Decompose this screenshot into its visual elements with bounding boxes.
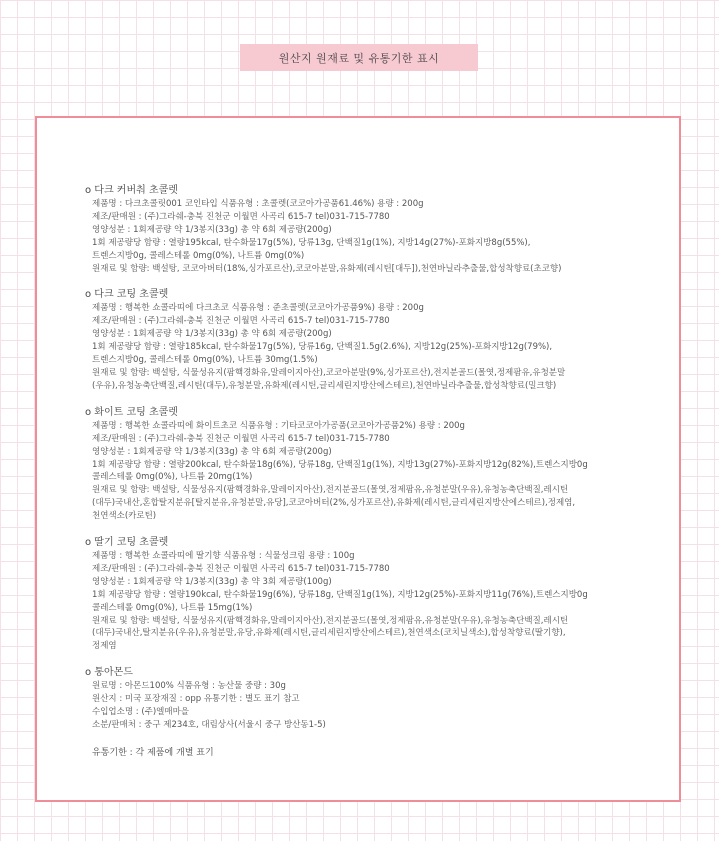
product-name-line: 원료명 : 아몬드100% 식품유형 : 농산물 중량 : 30g bbox=[92, 681, 286, 692]
page-title: 원산지 원재료 및 유통기한 표시 bbox=[240, 44, 478, 71]
manufacturer-line: 제조/판매원 : (주)그라쉐-충북 진천군 이월면 사곡리 615-7 tel)031-715-7780 bbox=[92, 433, 390, 444]
ingredients-line: (우유),유청농축단백질,레시틴(대두),유청분말,유화제(레시틴,글리세린지방산에스테르),천연바닐라추출물,합성착향료(밀크향) bbox=[92, 380, 557, 391]
ingredients-line: 천연색소(카로틴) bbox=[92, 511, 157, 522]
manufacturer-line: 제조/판매원 : (주)그라쉐-충북 진천군 이월면 사곡리 615-7 tel)031-715-7780 bbox=[92, 563, 390, 574]
nutrition-serving-line: 영양성분 : 1회제공량 약 1/3봉지(33g) 총 약 3회 제공량(100g) bbox=[92, 576, 332, 587]
section-white-coating bbox=[85, 405, 681, 523]
expiry-note: 유통기한 : 각 제품에 개별 표기 bbox=[92, 747, 214, 758]
nutrition-content-line: 트렌스지방0g, 콜레스테롤 0mg(0%), 나트륨 30mg(1.5%) bbox=[92, 355, 318, 366]
product-name-line: 제품명 : 다크초콜릿001 코인타입 식품유형 : 초콜렛(코코아가공품61.46%) 용량 : 200g bbox=[92, 199, 424, 209]
nutrition-content-line: 1회 제공량당 함량 : 열량195kcal, 탄수화물17g(5%), 당류13g, 단백질1g(1%), 지방14g(27%)-포화지방8g(55%), bbox=[92, 237, 531, 248]
seller-line: 소분/판매처 : 중구 제234호, 대림상사(서울시 중구 방산동1-5) bbox=[92, 720, 326, 730]
ingredients-line: 원재료 및 함량: 백설탕, 식물성유지(팜핵경화유,말레이지아산),전지분골드(몰엿,정제팜유,유청분말(우유),유청농축단백질,레시틴 bbox=[92, 485, 569, 496]
section-dark-coating bbox=[85, 287, 681, 392]
nutrition-serving-line: 영양성분 : 1회제공량 약 1/3봉지(33g) 총 약 6회 제공량(200g) bbox=[92, 446, 332, 457]
ingredients-line: 원재료 및 함량: 백설탕, 식물성유지(팜핵경화유,말레이지아산),코코아분말(9%,싱가포르산),전지분골드(몰엿,정제팜유,유청분말 bbox=[92, 367, 566, 378]
ingredients-line: 정제염 bbox=[92, 641, 117, 652]
nutrition-serving-line: 영양성분 : 1회제공량 약 1/3봉지(33g) 총 약 6회 제공량(200g) bbox=[92, 224, 332, 235]
origin-line: 원산지 : 미국 포장재질 : opp 유통기한 : 별도 표기 참고 bbox=[92, 694, 300, 705]
manufacturer-line: 제조/판매원 : (주)그라쉐-충북 진천군 이월면 사곡리 615-7 tel)031-715-7780 bbox=[92, 211, 390, 222]
section-whole-almond bbox=[85, 665, 681, 732]
ingredients-line: 원재료 및 함량: 백설탕, 식물성유지(팜핵경화유,말레이지아산),전지분골드(몰엿,정제팜유,유청분말(우유),유청농축단백질,레시틴 bbox=[92, 615, 569, 626]
nutrition-content-line: 1회 제공량당 함량 : 열량185kcal, 탄수화물17g(5%), 당류16g, 단백질1.5g(2.6%), 지방12g(25%)-포화지방12g(79%), bbox=[92, 342, 553, 353]
manufacturer-line: 제조/판매원 : (주)그라쉐-충북 진천군 이월면 사곡리 615-7 tel)031-715-7780 bbox=[92, 316, 390, 327]
section-title: o 통아몬드 bbox=[85, 667, 133, 679]
section-dark-couverture bbox=[85, 183, 681, 275]
section-title: o 딸기 코팅 초콜렛 bbox=[85, 537, 169, 549]
nutrition-content-line: 콜레스테롤 0mg(0%), 나트륨 15mg(1%) bbox=[92, 602, 253, 613]
nutrition-serving-line: 영양성분 : 1회제공량 약 1/3봉지(33g) 총 약 6회 제공량(200g) bbox=[92, 329, 332, 340]
importer-line: 수입업소명 : (주)엘매마을 bbox=[92, 707, 190, 718]
info-frame bbox=[35, 116, 681, 802]
section-title: o 다크 코팅 초콜렛 bbox=[85, 289, 169, 301]
content-area bbox=[85, 183, 681, 760]
nutrition-content-line: 1회 제공량당 함량 : 열량200kcal, 탄수화물18g(6%), 당류18g, 단백질1g(1%), 지방13g(27%)-포화지방12g(82%),트렌스지방0g bbox=[92, 459, 588, 470]
section-title: o 화이트 코팅 초콜렛 bbox=[85, 406, 178, 418]
product-name-line: 제품명 : 행복한 쇼콜라띠에 화이트초코 식품유형 : 기타코코아가공품(코코아가공품2%) 용량 : 200g bbox=[92, 420, 465, 431]
product-name-line: 제품명 : 행복한 쇼콜라띠에 딸기향 식품유형 : 식물성크림 용량 : 100g bbox=[92, 551, 355, 562]
section-strawberry-coating bbox=[85, 535, 681, 653]
product-name-line: 제품명 : 행복한 쇼콜라띠에 다크초코 식품유형 : 준초콜렛(코코아가공품9%) 용량 : 200g bbox=[92, 303, 424, 314]
section-title: o 다크 커버춰 초콜렛 bbox=[85, 185, 178, 196]
ingredients-line: 원재료 및 함량: 백설탕, 코코아버터(18%,싱가포르산),코코아분말,유화제(레시틴[대두]),천연바닐라추출물,합성착향료(초코향) bbox=[92, 263, 562, 274]
nutrition-content-line: 트렌스지방0g, 콜레스테롤 0mg(0%), 나트륨 0mg(0%) bbox=[92, 250, 305, 261]
ingredients-line: (대두)국내산,탈지분유(우유),유청분말,유당,유화제(레시틴,글리세린지방산에스테르),천연색소(코치닐색소),합성착향료(딸기향), bbox=[92, 628, 566, 639]
nutrition-content-line: 콜레스테롤 0mg(0%), 나트륨 20mg(1%) bbox=[92, 472, 253, 483]
nutrition-content-line: 1회 제공량당 함량 : 열량190kcal, 탄수화물19g(6%), 당류18g, 단백질1g(1%), 지방12g(25%)-포화지방11g(76%),트렌스지방0g bbox=[92, 589, 588, 600]
ingredients-line: (대두)국내산,혼합탈지분유[탈지분유,유청분말,유당],코코아버터(2%,싱가포르산),유화제(레시틴,글리세린지방산에스테르),정제염, bbox=[92, 498, 576, 509]
